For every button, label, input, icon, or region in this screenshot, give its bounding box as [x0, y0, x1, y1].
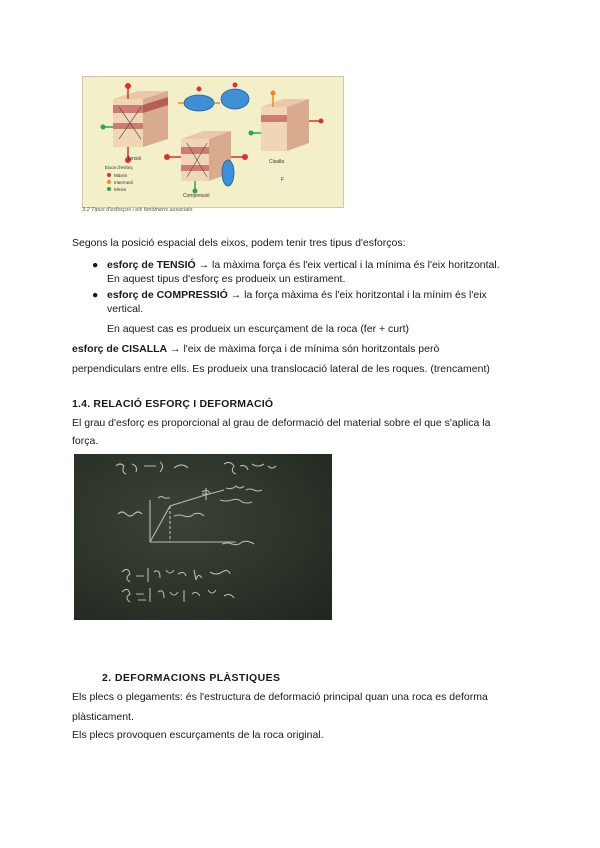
section-2-line2: plàsticament. [72, 711, 134, 723]
stress-ellipsoid-1 [184, 95, 214, 111]
label-cisalla: Cisalla [269, 159, 285, 165]
label-compressio: Compressió [183, 193, 210, 199]
bullet-tensio-text: → la màxima força és l'eix vertical i la mínima és l'eix horitzontal. [195, 259, 500, 271]
figure-caption: 3.2 Tipus d'esforços i els fenòmens associats [82, 207, 193, 213]
cisalla-text: → l'eix de màxima força i de mínima són horitzontals però [167, 343, 440, 355]
legend-inter-dot [107, 180, 111, 184]
intro-text: Segons la posició espacial dels eixos, podem tenir tres tipus d'esforços: [72, 237, 406, 249]
label-tensio: Tensió [127, 156, 142, 162]
bullet-dot: ● [92, 289, 99, 301]
section-14-line1: El grau d'esforç es proporcional al grau de deformació del material sobre el que s'aplica la [72, 417, 491, 429]
legend-item-max: Màxim [114, 173, 128, 178]
legend-item-min: Mínim [114, 187, 127, 192]
cisalla-line1 [72, 342, 439, 356]
stress-ellipsoid-3 [222, 160, 234, 186]
stress-ellipsoid-2 [221, 89, 249, 109]
bullet-compressio-line2: vertical. [107, 303, 144, 315]
compression-note: En aquest cas es produeix un escurçament de la roca (fer + curt) [107, 323, 410, 335]
stress-types-figure [82, 76, 344, 208]
section-14-title: 1.4. RELACIÓ ESFORÇ I DEFORMACIÓ [72, 398, 274, 410]
legend-title: Eixos d'esforç [105, 165, 133, 170]
tension-block [101, 83, 169, 163]
cisalla-bold: esforç de CISALLA [72, 343, 168, 355]
section-14-line2: força. [72, 435, 99, 447]
bullet-compressio-text: → la força màxima és l'eix horitzontal i la mínim és l'eix [227, 289, 487, 301]
legend-min-dot [107, 187, 111, 191]
bullet-dot: ● [92, 259, 99, 271]
bullet-tensio-line2: En aquest tipus d'esforç es produeix un estirament. [107, 273, 346, 285]
compression-block [164, 131, 248, 194]
section-2-line3: Els plecs provoquen escurçaments de la roca original. [72, 729, 324, 741]
cisalla-line2: perpendiculars entre ells. Es produeix una translocació lateral de les roques. (trencament) [72, 363, 490, 375]
section-2-line1: Els plecs o plegaments: és l'estructura de deformació principal quan una roca es deforma [72, 691, 488, 703]
blackboard-photo [74, 454, 332, 620]
bullet-tensio-bold: esforç de TENSIÓ [107, 259, 196, 271]
bullet-compressio-bold: esforç de COMPRESSIÓ [107, 289, 228, 301]
section-2-title: 2. DEFORMACIONS PLÀSTIQUES [102, 672, 281, 684]
legend-item-inter: Intermedi [114, 180, 133, 185]
force-label: F [281, 177, 285, 183]
legend-max-dot [107, 173, 111, 177]
shear-block [249, 91, 324, 152]
